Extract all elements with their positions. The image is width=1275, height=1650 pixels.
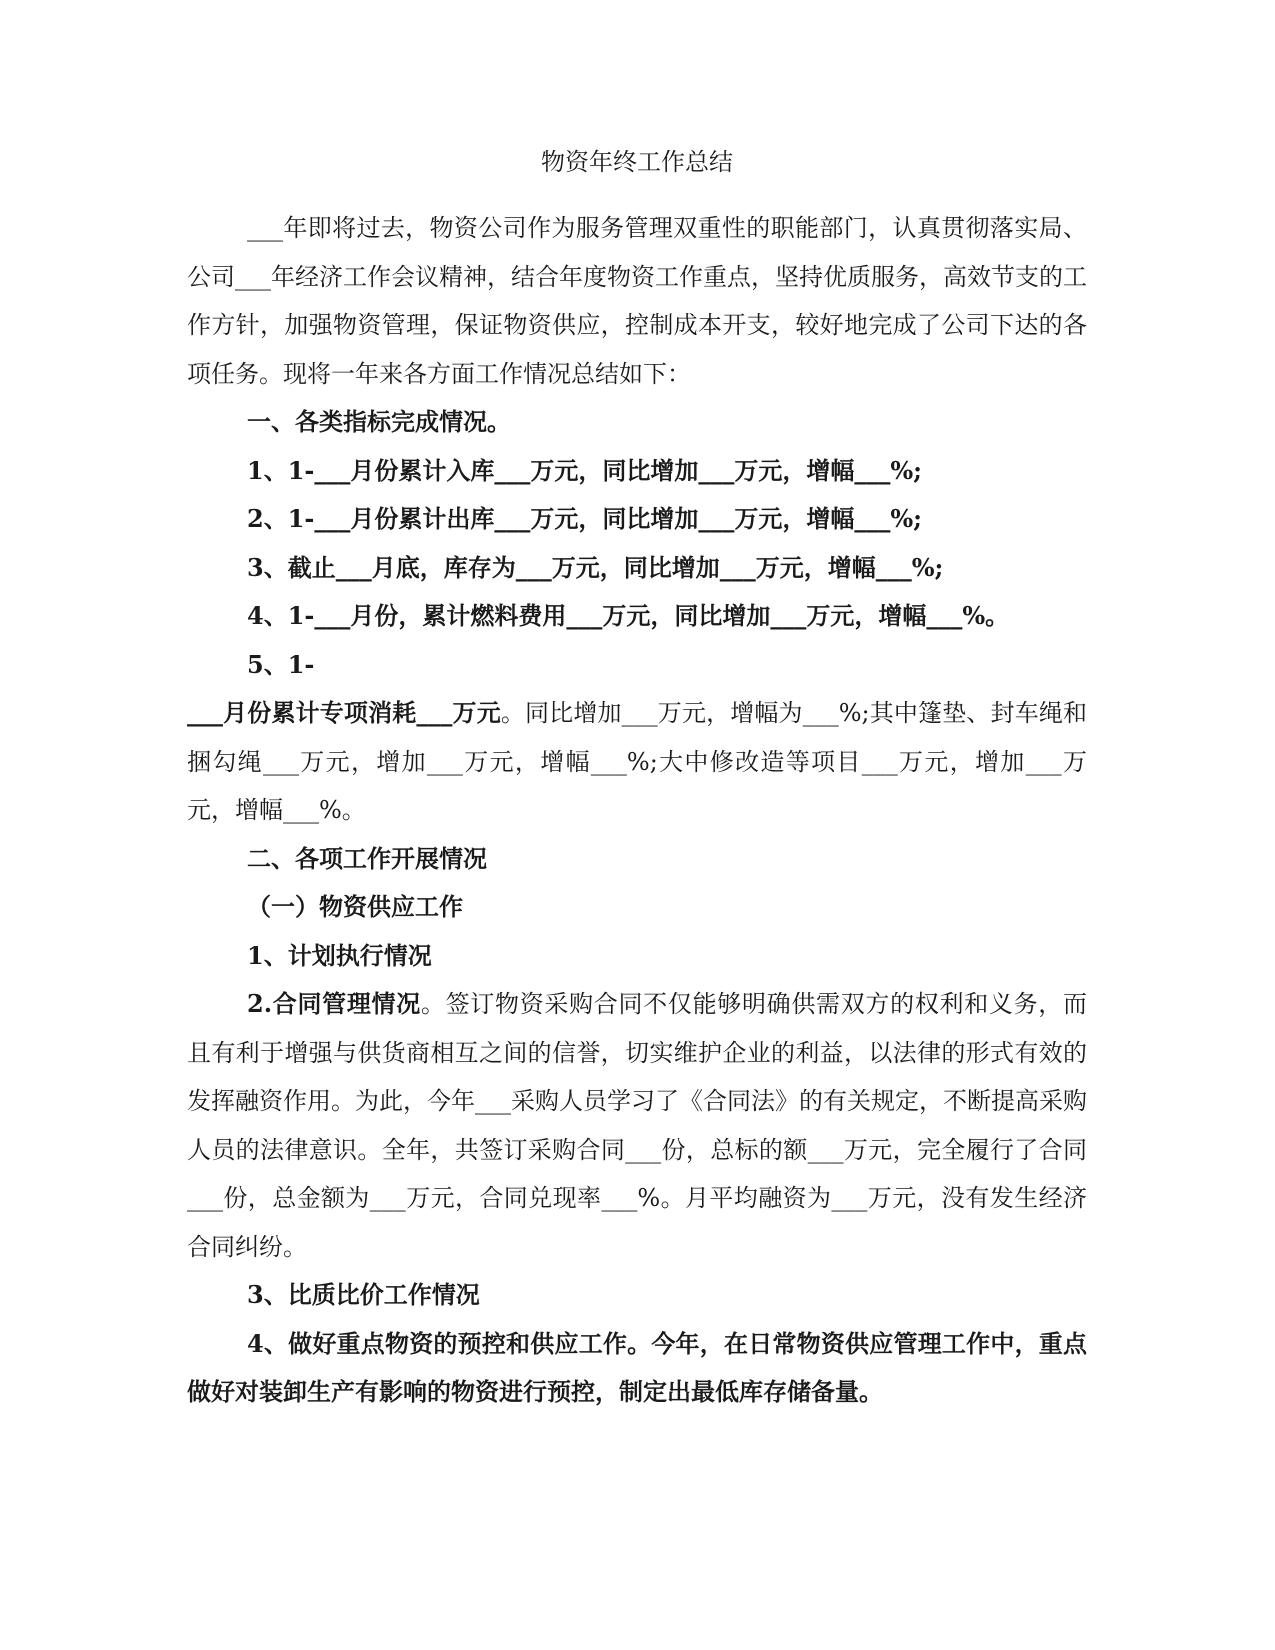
- indicator-item-5-body: [187, 689, 1087, 835]
- work-item-2-bold: 2.合同管理情况: [247, 989, 421, 1018]
- work-item-3: 3、比质比价工作情况: [247, 1280, 480, 1309]
- work-item-4: 4、做好重点物资的预控和供应工作。今年，在日常物资供应管理工作中，重点做好对装卸生产有影响的物资进行预控，制定出最低库存储备量。: [187, 1328, 1087, 1406]
- work-item-2-rest: 。签订物资采购合同不仅能够明确供需双方的权利和义务，而且有利于增强与供货商相互之间的信誉，切实维护企业的利益，以法律的形式有效的发挥融资作用。为此，今年___采购人员学习了《合同法》的有关规定，不断提高采购人员的法律意识。全年，共签订采购合同___份，总标的额___万元，完全履行了合同___份，总金额为___万元，合同兑现率___%。月平均融资为___万元，没有发生经济合同纠纷。: [187, 990, 1087, 1261]
- indicator-item-2: 2、1-___月份累计出库___万元，同比增加___万元，增幅___%;: [247, 504, 923, 533]
- document-title: 物资年终工作总结: [541, 148, 733, 176]
- work-item-1: 1、计划执行情况: [247, 940, 432, 970]
- section-1-heading: 一、各类指标完成情况。: [247, 407, 511, 436]
- section-2-heading: 二、各项工作开展情况: [247, 843, 487, 873]
- indicator-item-5-bold: ___月份累计专项消耗___万元: [187, 698, 501, 727]
- indicator-item-5-rest: 。同比增加___万元，增幅为___%;其中篷垫、封车绳和捆勾绳___万元，增加___万元，增幅___%;大中修改造等项目___万元，增加___万元，增幅___%。: [187, 699, 1088, 824]
- subsection-1-heading: （一）物资供应工作: [247, 892, 463, 921]
- work-item-2: [187, 980, 1087, 1271]
- indicator-item-3: 3、截止___月底，库存为___万元，同比增加___万元，增幅___%;: [247, 552, 944, 582]
- indicator-item-1: 1、1-___月份累计入库___万元，同比增加___万元，增幅___%;: [247, 455, 923, 485]
- indicator-item-4: 4、1-___月份，累计燃料费用___万元，同比增加___万元，增幅___%。: [247, 601, 1010, 630]
- intro-paragraph: ___年即将过去，物资公司作为服务管理双重性的职能部门，认真贯彻落实局、公司___年经济工作会议精神，结合年度物资工作重点，坚持优质服务，高效节支的工作方针，加强物资管理，保证物资供应，控制成本开支，较好地完成了公司下达的各项任务。现将一年来各方面工作情况总结如下：: [187, 214, 1087, 388]
- indicator-item-5-number: 5、1-: [247, 649, 315, 679]
- document-page: [187, 138, 1087, 1417]
